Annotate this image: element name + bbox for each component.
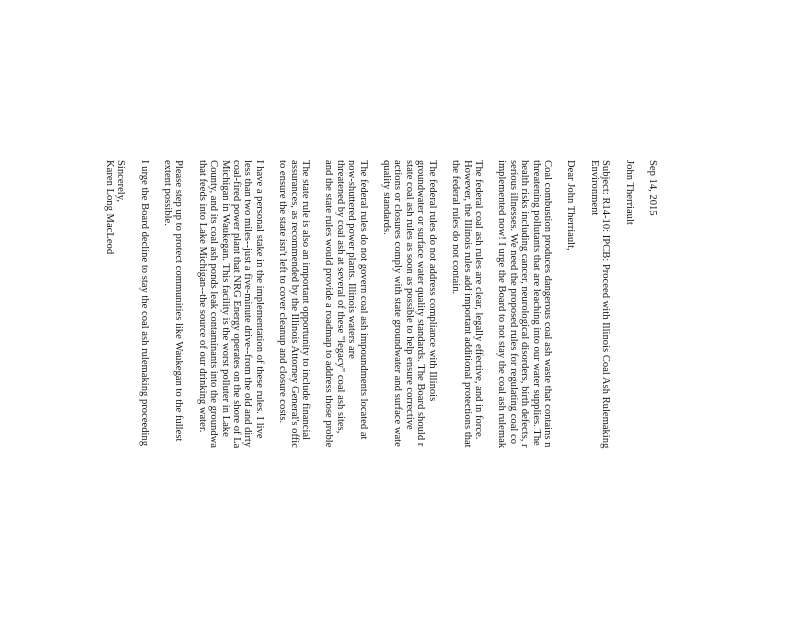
- text-line: less than two miles--just a five-minute drive--from the old and dirty: [242, 160, 254, 448]
- text-line: assurances, as recommended by the Illinois Attorney General's offic: [288, 160, 300, 448]
- text-line: Michigan in Waukegan. This facility is the worst polluter in Lake: [219, 160, 231, 437]
- paragraph-1: [496, 160, 553, 618]
- letter-salutation: Dear John Therriault,: [565, 160, 577, 251]
- text-line: that feeds into Lake Michigan--the source of our drinking water.: [196, 160, 208, 433]
- text-line: quality standards.: [381, 160, 393, 235]
- text-line: The federal rules do not govern coal ash impoundments located at: [357, 160, 369, 440]
- paragraph-2: [450, 160, 484, 618]
- letter-date: Sep 14, 2015: [647, 160, 658, 216]
- text-line: state coal ash rules as soon as possible to help ensure corrective: [403, 160, 415, 430]
- text-line: The federal coal ash rules are clear, legally effective, and in force.: [472, 160, 484, 440]
- text-line: County, and its coal ash ponds leak contaminants into the groundwa: [208, 160, 220, 448]
- text-line: groundwater or surface water quality standards. The Board should r: [415, 160, 427, 447]
- text-line: I have a personal stake in the implementation of these rules. I live: [253, 160, 265, 439]
- letter-recipient: John Therriault: [623, 160, 635, 225]
- paragraph-3: [381, 160, 438, 618]
- text-line: extent possible.: [162, 160, 173, 226]
- text-line: I urge the Board decline to stay the coal ash rulemaking proceeding: [138, 160, 150, 447]
- text-line: The state rule is also an important opportunity to include financial: [300, 160, 312, 441]
- letter-closing: Sincerely,: [115, 160, 127, 202]
- text-line: the federal rules do not contain.: [450, 160, 462, 295]
- text-line: Coal combustion produces dangerous coal ash waste that contains n: [541, 160, 553, 448]
- text-line: actions or closures comply with state groundwater and surface wate: [392, 160, 404, 447]
- paragraph-6: [196, 160, 264, 618]
- text-line: coal-fired power plant that NRG Energy operates on the shore of La: [231, 160, 243, 449]
- text-line: The federal rules do not address compliance with Illinois: [426, 160, 438, 402]
- text-line: serious illnesses. We need the proposed rules for regulating coal co: [507, 160, 519, 445]
- letter-subject: [588, 160, 611, 618]
- text-line: threatened by coal ash at several of these "legacy" coal ash sites,: [334, 160, 346, 434]
- paragraph-8: [138, 160, 149, 618]
- paragraph-4: [323, 160, 369, 618]
- text-line: threatening pollutants that are leaching into our water supplies. The: [530, 160, 542, 446]
- text-line: implemented now! I urge the Board to not stay the coal ash rulemak: [496, 160, 508, 449]
- letter-signature: Karen Long MacLeod: [103, 160, 115, 255]
- subject-line: Subject: R14-10: IPCB: Proceed with Illinois Coal Ash Rulemaking: [600, 160, 612, 449]
- letter-body: [103, 160, 658, 618]
- text-line: now-shuttered power plants. Illinois waters are: [346, 160, 358, 359]
- text-line: However, the Illinois rules add important additional protections that: [461, 160, 473, 448]
- paragraph-5: [277, 160, 311, 618]
- text-line: Please step up to protect communities like Waukegan to the fullest: [173, 160, 185, 442]
- text-line: to ensure the state isn't left to cover cleanup and closure costs.: [277, 160, 289, 424]
- text-line: health risks including cancer, neurological disorders, birth defects, r: [519, 160, 531, 448]
- subject-line: Environment: [588, 160, 600, 216]
- paragraph-7: [162, 160, 185, 618]
- text-line: and the state rules would provide a roadmap to address those proble: [323, 160, 335, 448]
